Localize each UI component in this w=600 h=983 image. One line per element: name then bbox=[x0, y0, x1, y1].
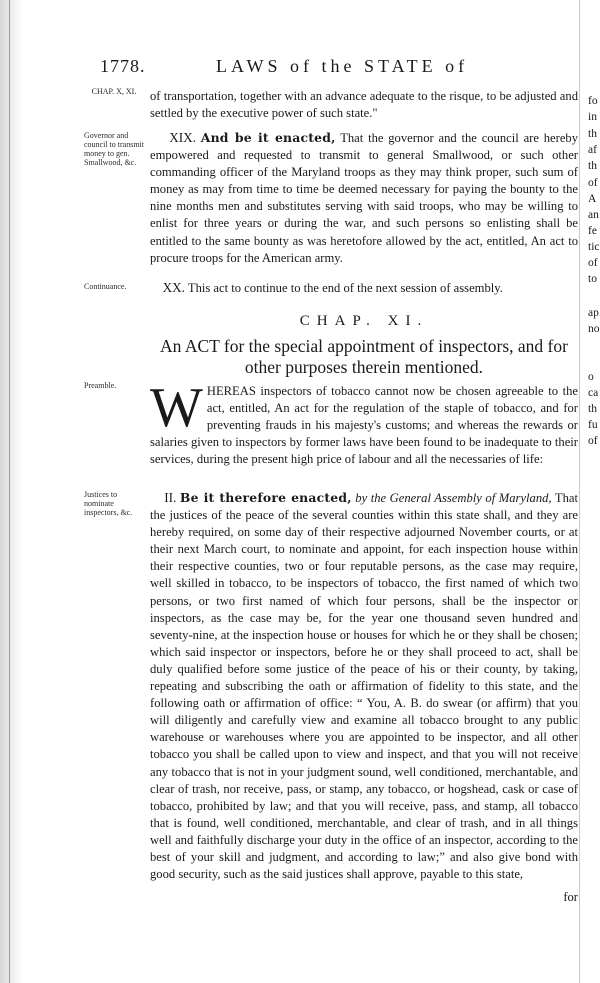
adjacent-fragment: o bbox=[588, 371, 594, 383]
section-2-number: II. bbox=[164, 490, 177, 505]
section-19 bbox=[150, 129, 578, 267]
adjacent-page-edge bbox=[579, 0, 600, 983]
margin-note-continuance: Continuance. bbox=[84, 282, 127, 291]
adjacent-fragment: in bbox=[588, 111, 597, 123]
section-2 bbox=[150, 489, 578, 883]
adjacent-fragment: tic bbox=[588, 241, 600, 253]
preamble-text-block bbox=[150, 377, 578, 468]
catchword: for bbox=[563, 890, 578, 904]
drop-cap: W bbox=[150, 377, 203, 439]
adjacent-fragment: th bbox=[588, 160, 597, 172]
section-2-paragraph bbox=[150, 489, 578, 883]
margin-note-justices: Justices to nominate inspectors, &c. bbox=[84, 490, 133, 517]
adjacent-fragment: no bbox=[588, 323, 600, 335]
section-19-number: XIX. bbox=[169, 130, 196, 145]
adjacent-fragment: A bbox=[588, 193, 597, 205]
page-title: LAWS of the STATE of bbox=[216, 56, 469, 76]
section-2-authority: by the General Assembly of Maryland, bbox=[355, 491, 552, 505]
carryover-text: of transportation, together with an advance adequate to the risque, to be adjusted and settled by the executive power of such state." bbox=[150, 89, 578, 121]
margin-note-preamble: Preamble. bbox=[84, 381, 117, 390]
adjacent-fragment: an bbox=[588, 209, 599, 221]
adjacent-fragment: to bbox=[588, 273, 597, 285]
margin-note-governor: Governor and council to transmit money to gen. Smallwood, &c. bbox=[84, 131, 144, 167]
section-19-lead: And be it enacted, bbox=[200, 130, 336, 145]
adjacent-fragment: ap bbox=[588, 307, 599, 319]
margin-note-chapter-ref: CHAP. X, XI. bbox=[91, 87, 137, 96]
adjacent-fragment: th bbox=[588, 403, 597, 415]
section-20 bbox=[150, 279, 578, 297]
carryover-paragraph bbox=[150, 88, 578, 122]
preamble-paragraph bbox=[150, 377, 578, 468]
chapter-heading: CHAP. XI. bbox=[299, 313, 429, 329]
adjacent-fragment: fe bbox=[588, 225, 597, 237]
section-20-number: XX. bbox=[162, 280, 185, 295]
adjacent-fragment: of bbox=[588, 257, 598, 269]
preamble-text: HEREAS inspectors of tobacco cannot now be chosen agreeable to the act, entitled, An act for the regulation of the staple of tobacco, and for preventing frauds in his majesty's customs; and whereas the rewards or salaries given to inspectors by former laws have been found to be inadequate to their services, during the present high price of labour and all the necessaries of life: bbox=[150, 384, 578, 467]
act-title: An ACT for the special appointment of inspectors, and for other purposes therein mentioned. bbox=[160, 336, 568, 377]
adjacent-fragment: fo bbox=[588, 95, 598, 107]
section-2-text: That the justices of the peace of the several counties within this state shall, and they are hereby required, on some day of their respective adjourned November courts, or at their next March court, to nominate and appoint, for each inspection house within their respective counties, two or four reputable persons, as the case may require, well skilled in tobacco, to be inspectors of tobacco, the first named of which two persons, or two first named of which four persons, shall be the inspector or inspectors, as the case may be, for the year one thousand seven hundred and seventy-nine, at the inspection house or houses for which he or they shall be chosen; which said inspector or inspectors, before he or they shall proceed to act, shall be duly qualified before some justice of the peace of his or their county, by taking, repeating and subscribing the oath or affirmation of fidelity to this state, and the following oath or affirmation of office: “ You, A. B. do swear (or affirm) that you will diligently and carefully view and examine all tobacco brought to any public warehouse or warehouses where you are appointed to be inspector, and all other tobacco you shall be called upon to view and inspect, and that you will not receive any tobacco that is not in your judgment sound, well conditioned, merchantable, and clear of trash, nor receive, pass, or stamp, any tobacco, or hogshead, cask or case of tobacco, prohibited by law; and that you will receive, pass, and stamp, all tobacco that is found, well conditioned, merchantable, and clear of trash, and in all things well and faithfully discharge your duty in the office of an inspector, according to the best of your skill and judgment, and according to law;” and also give bond with good security, such as the said justices shall approve, payable to this state, bbox=[150, 491, 579, 882]
section-20-paragraph bbox=[150, 279, 578, 297]
adjacent-fragment: ca bbox=[588, 387, 599, 399]
adjacent-fragment: of bbox=[588, 177, 598, 189]
section-2-lead: Be it therefore enacted, bbox=[179, 490, 352, 505]
adjacent-fragment: th bbox=[588, 128, 597, 140]
adjacent-fragment: af bbox=[588, 144, 597, 156]
section-19-text: That the governor and the council are hereby empowered and requested to transmit to general Smallwood, or such other commanding officer of the Maryland troops as they may think proper, such sum of money as may from time to time be deemed necessary for paying the bounty to the nine months men and substitutes serving with said troops, who may be willing to enlist for three years or during the war, and such persons so enlisting shall be entitled to the same bounty as was heretofore allowed by the act, entitled, An act to procure troops for the American army. bbox=[150, 131, 579, 265]
section-19-paragraph bbox=[150, 129, 578, 267]
adjacent-fragment: fu bbox=[588, 419, 598, 431]
page-year: 1778. bbox=[100, 56, 146, 76]
adjacent-fragment: of bbox=[588, 435, 598, 447]
section-20-text: This act to continue to the end of the next session of assembly. bbox=[187, 281, 503, 295]
